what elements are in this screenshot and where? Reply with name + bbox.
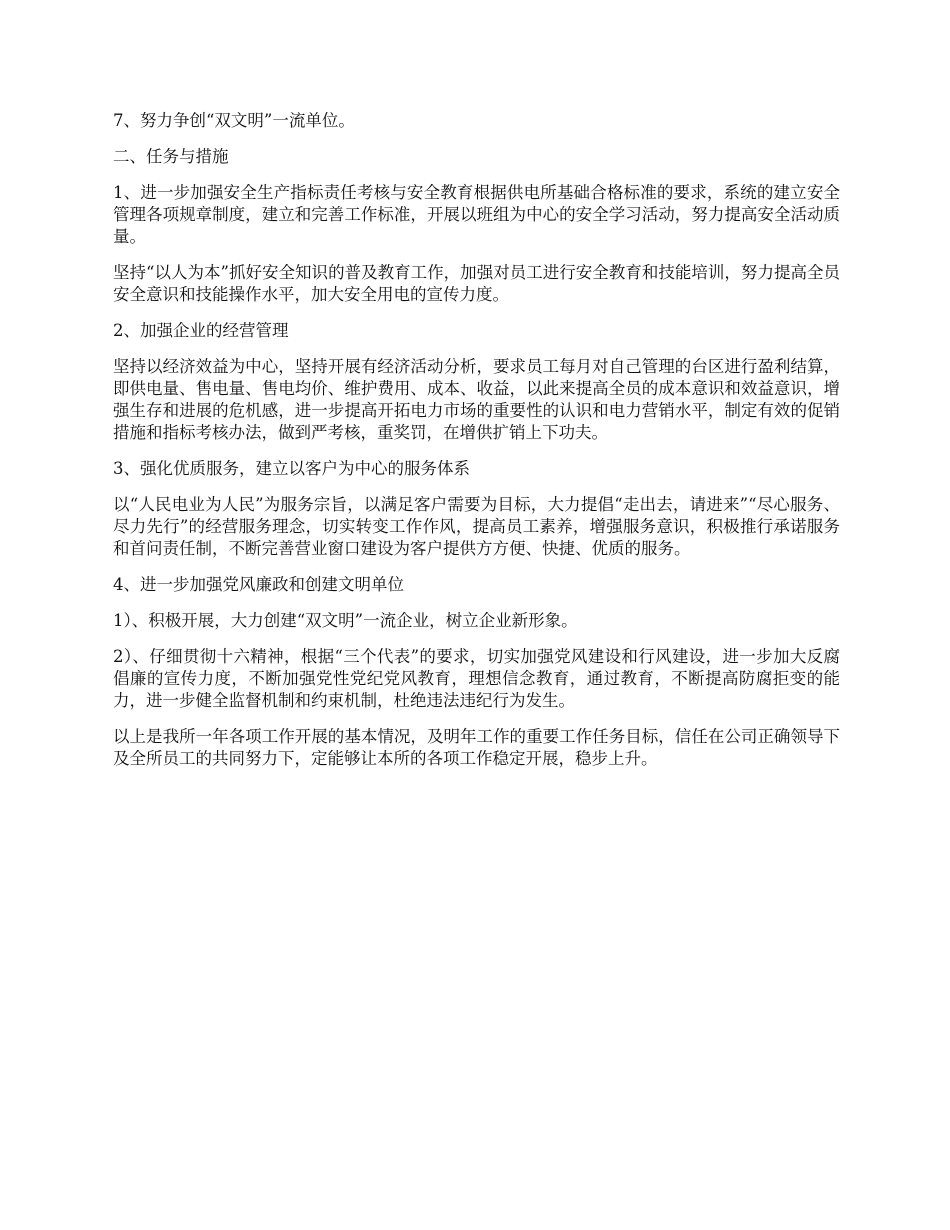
- item-7-heading: 7、努力争创“双文明”一流单位。: [113, 111, 355, 130]
- task-3-heading: 3、强化优质服务，建立以客户为中心的服务体系: [113, 459, 470, 478]
- conclusion-paragraph: 以上是我所一年各项工作开展的基本情况，及明年工作的重要工作任务目标，信任在公司正确领导下及全所员工的共同努力下，定能够让本所的各项工作稳定开展，稳步上升。: [113, 727, 840, 768]
- task-2-heading: 2、加强企业的经营管理: [113, 321, 289, 340]
- document-page: [113, 110, 840, 784]
- subitem-2-paragraph: 2）、仔细贯彻十六精神，根据“三个代表”的要求，切实加强党风建设和行风建设，进一步加大反腐倡廉的宣传力度，不断加强党性党纪党风教育，理想信念教育，通过教育，不断提高防腐拒变的能力，进一步健全监督机制和约束机制，杜绝违法违纪行为发生。: [113, 647, 840, 710]
- subitem-1-paragraph: 1）、积极开展，大力创建“双文明”一流企业，树立企业新形象。: [113, 611, 578, 630]
- safety-education-paragraph: 坚持“以人为本”抓好安全知识的普及教育工作，加强对员工进行安全教育和技能培训，努力提高全员安全意识和技能操作水平，加大安全用电的宣传力度。: [113, 263, 840, 304]
- business-management-paragraph: 坚持以经济效益为中心，坚持开展有经济活动分析，要求员工每月对自己管理的台区进行盈利结算，即供电量、售电量、售电均价、维护费用、成本、收益，以此来提高全员的成本意识和效益意识，增强生存和进展的危机感，进一步提高开拓电力市场的重要性的认识和电力营销水平，制定有效的促销措施和指标考核办法，做到严考核，重奖罚，在增供扩销上下功夫。: [113, 357, 840, 442]
- task-4-heading: 4、进一步加强党风廉政和创建文明单位: [113, 575, 404, 594]
- task-1-paragraph: 1、进一步加强安全生产指标责任考核与安全教育根据供电所基础合格标准的要求，系统的建立安全管理各项规章制度，建立和完善工作标准，开展以班组为中心的安全学习活动，努力提高安全活动质量。: [113, 183, 840, 246]
- service-paragraph: 以“人民电业为人民”为服务宗旨，以满足客户需要为目标，大力提倡“走出去，请进来”“尽心服务、尽力先行”的经营服务理念，切实转变工作作风，提高员工素养，增强服务意识，积极推行承诺服务和首问责任制，不断完善营业窗口建设为客户提供方方便、快捷、优质的服务。: [113, 495, 840, 558]
- section-tasks-heading: 二、任务与措施: [113, 147, 229, 166]
